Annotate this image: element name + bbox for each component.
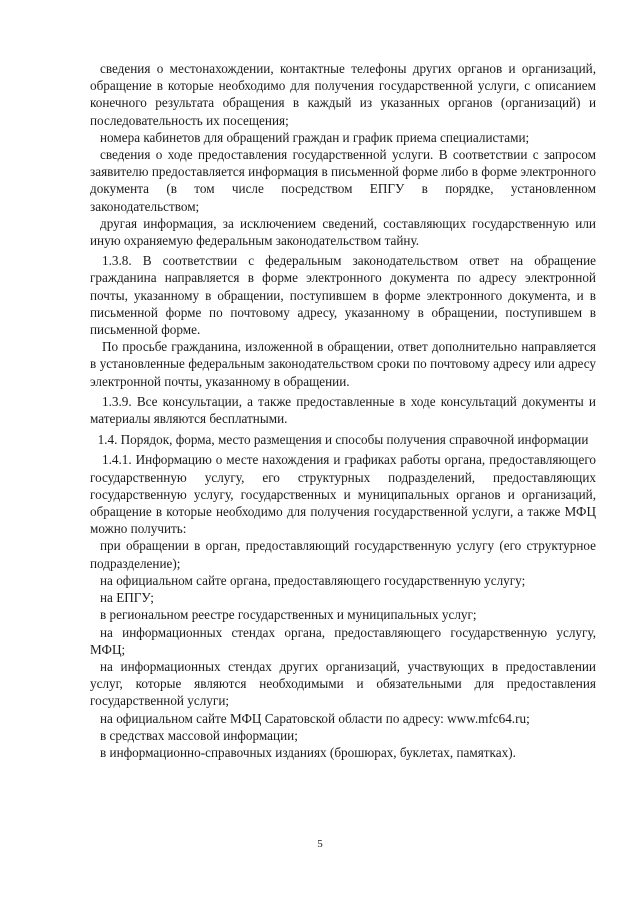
paragraph: другая информация, за исключением сведений, составляющих государственную или иную охраняемую федеральным законодательством тайну. [90,215,596,249]
list-item: на ЕПГУ; [100,590,154,606]
section-1-3-9 [90,393,596,427]
paragraph: 1.3.9. Все консультации, а также предоставленные в ходе консультаций документы и материалы являются бесплатными. [90,393,596,427]
list-item: на официальном сайте органа, предоставляющего государственную услугу; [100,572,526,588]
info-list-top [90,60,596,249]
list-item: при обращении в орган, предоставляющий государственную услугу (его структурное подразделение); [90,538,596,571]
paragraph: 1.3.8. В соответствии с федеральным законодательством ответ на обращение гражданина направляется в форме электронного документа по адресу электронной почты, указанному в обращении, поступившем в форме электронного документа, и в письменной форме по почтовому адресу, указанному в обращении, поступившем в письменной форме. [90,253,596,338]
paragraph: номера кабинетов для обращений граждан и график приема специалистами; [100,129,530,145]
paragraph: сведения о ходе предоставления государственной услуги. В соответствии с запросом заявителю предоставляется информация в письменной форме либо в форме электронного документа (в том числе посредством ЕПГУ в порядке, установленном законодательством; [90,147,596,214]
paragraph: сведения о местонахождении, контактные телефоны других органов и организаций, обращение в которые необходимо для получения государственной услуги, с описанием конечного результата обращения в каждый из указанных органов (организаций) и последовательность их посещения; [90,61,596,128]
page-number: 5 [317,838,323,850]
section-heading: 1.4. Порядок, форма, место размещения и способы получения справочной информации [97,432,589,448]
list-item: в региональном реестре государственных и муниципальных услуг; [100,607,477,623]
paragraph: 1.4.1. Информацию о месте нахождения и графиках работы органа, предоставляющего государственную услугу, его структурных подразделений, предоставляющих государственную услугу, государственных и муниципальных органов и организаций, обращение в которые необходимо для получения государственной услуги, а также МФЦ можно получить: [90,452,596,537]
section-1-3-8 [90,252,596,390]
list-item: в информационно-справочных изданиях (брошюрах, буклетах, памятках). [100,744,516,760]
paragraph: По просьбе гражданина, изложенной в обращении, ответ дополнительно направляется в установленные федеральным законодательством сроки по почтовому адресу или адресу электронной почты, указанному в обращении. [90,339,596,389]
section-1-4-1 [90,451,596,761]
list-item: на информационных стендах других организаций, участвующих в предоставлении услуг, которые являются необходимыми и обязательными для предоставления государственной услуги; [90,658,596,709]
list-item: на официальном сайте МФЦ Саратовской области по адресу: www.mfc64.ru; [100,710,530,726]
list-item: в средствах массовой информации; [100,727,298,743]
list-item: на информационных стендах органа, предоставляющего государственную услугу, МФЦ; [90,624,596,657]
